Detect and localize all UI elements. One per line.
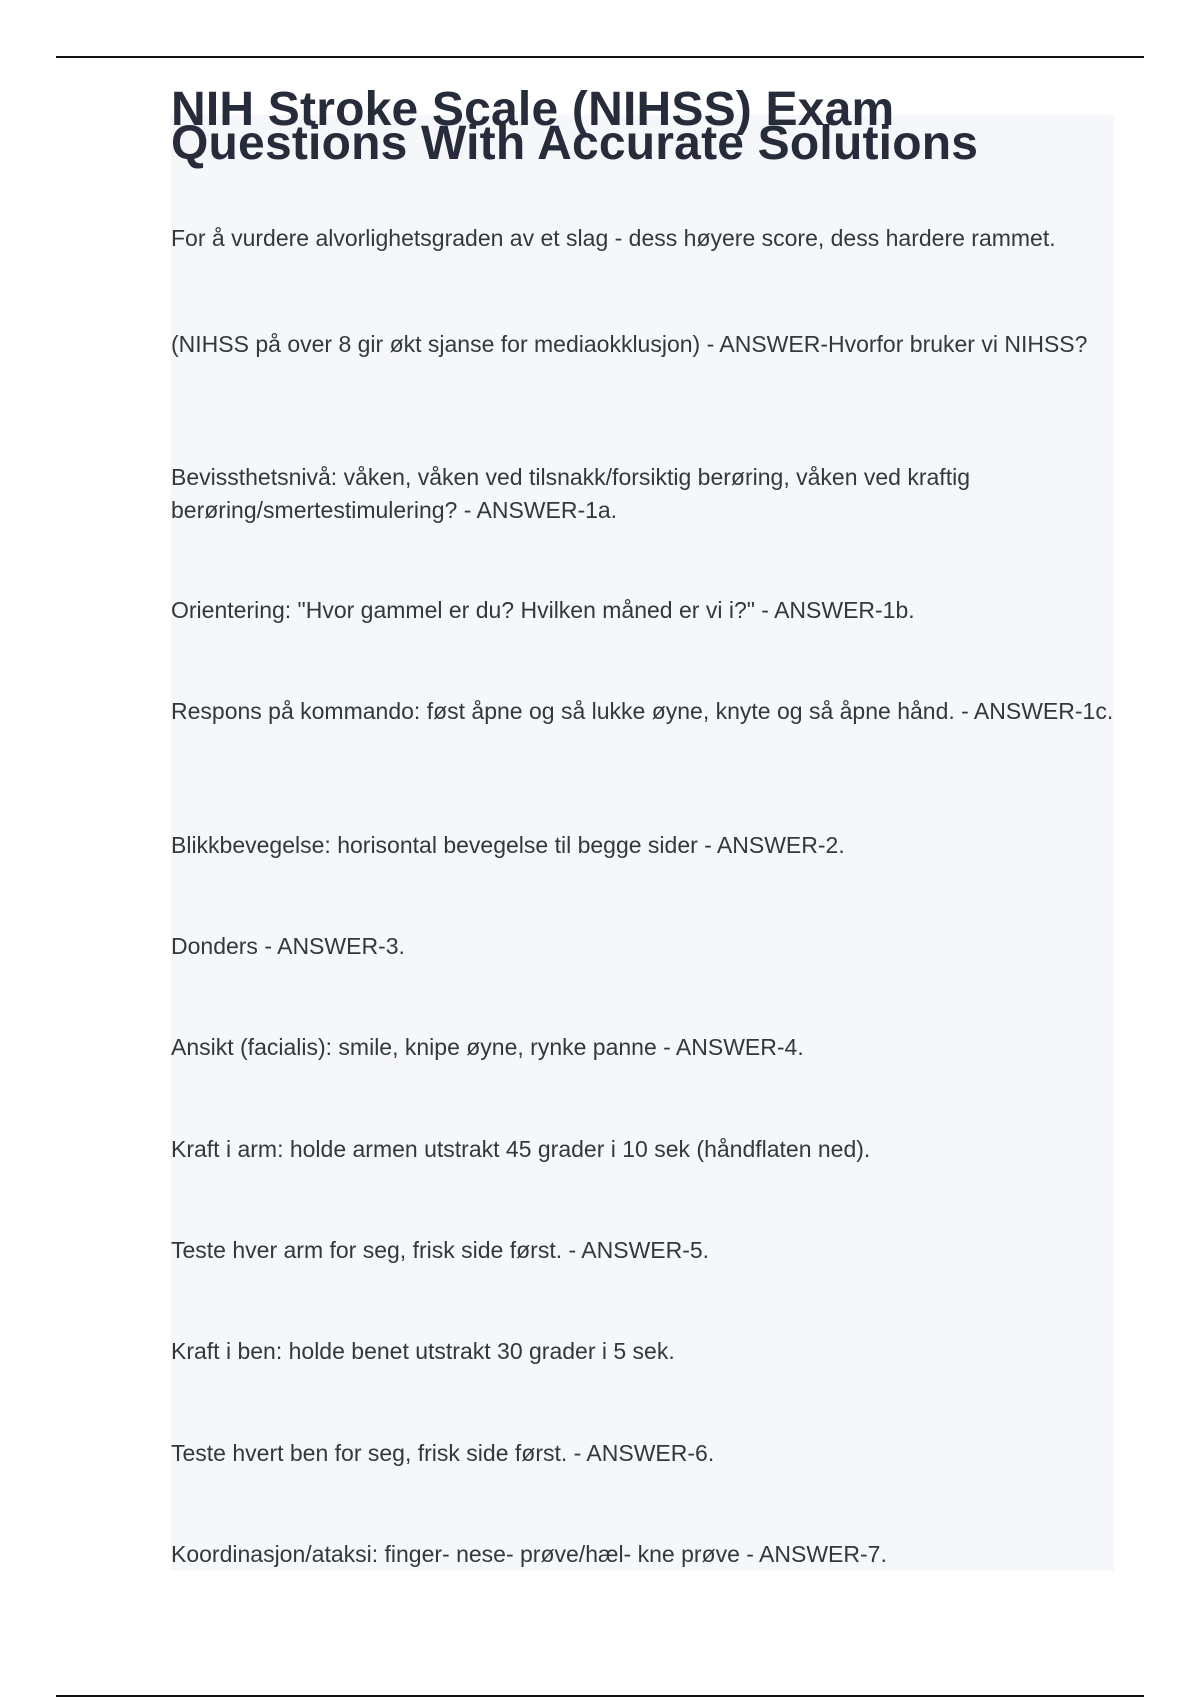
paragraph: Teste hver arm for seg, frisk side først. - ANSWER-5.: [171, 1237, 710, 1263]
paragraph: Bevissthetsnivå: våken, våken ved tilsnakk/forsiktig berøring, våken ved kraftig berøring/smertestimulering? - ANSWER-1a.: [171, 464, 970, 523]
document-title: NIH Stroke Scale (NIHSS) Exam Questions With Accurate Solutions: [171, 83, 979, 170]
paragraph: Koordinasjon/ataksi: finger- nese- prøve/hæl- kne prøve - ANSWER-7.: [171, 1541, 887, 1567]
paragraph: For å vurdere alvorlighetsgraden av et slag - dess høyere score, dess hardere rammet.: [171, 225, 1056, 251]
paragraph: Blikkbevegelse: horisontal bevegelse til begge sider - ANSWER-2.: [171, 832, 845, 858]
paragraph: Kraft i ben: holde benet utstrakt 30 grader i 5 sek.: [171, 1338, 675, 1364]
paragraph: Ansikt (facialis): smile, knipe øyne, rynke panne - ANSWER-4.: [171, 1034, 804, 1060]
paragraph: Teste hvert ben for seg, frisk side først. - ANSWER-6.: [171, 1440, 715, 1466]
paragraph: Orientering: "Hvor gammel er du? Hvilken måned er vi i?" - ANSWER-1b.: [171, 597, 915, 623]
paragraph: Respons på kommando: føst åpne og så lukke øyne, knyte og så åpne hånd. - ANSWER-1c.: [171, 698, 1114, 724]
bottom-divider: [56, 1695, 1144, 1697]
paragraph: Donders - ANSWER-3.: [171, 933, 405, 959]
top-divider: [56, 56, 1144, 58]
paragraph: Kraft i arm: holde armen utstrakt 45 grader i 10 sek (håndflaten ned).: [171, 1136, 871, 1162]
paragraph: (NIHSS på over 8 gir økt sjanse for mediaokklusjon) - ANSWER-Hvorfor bruker vi NIHSS?: [171, 331, 1088, 357]
